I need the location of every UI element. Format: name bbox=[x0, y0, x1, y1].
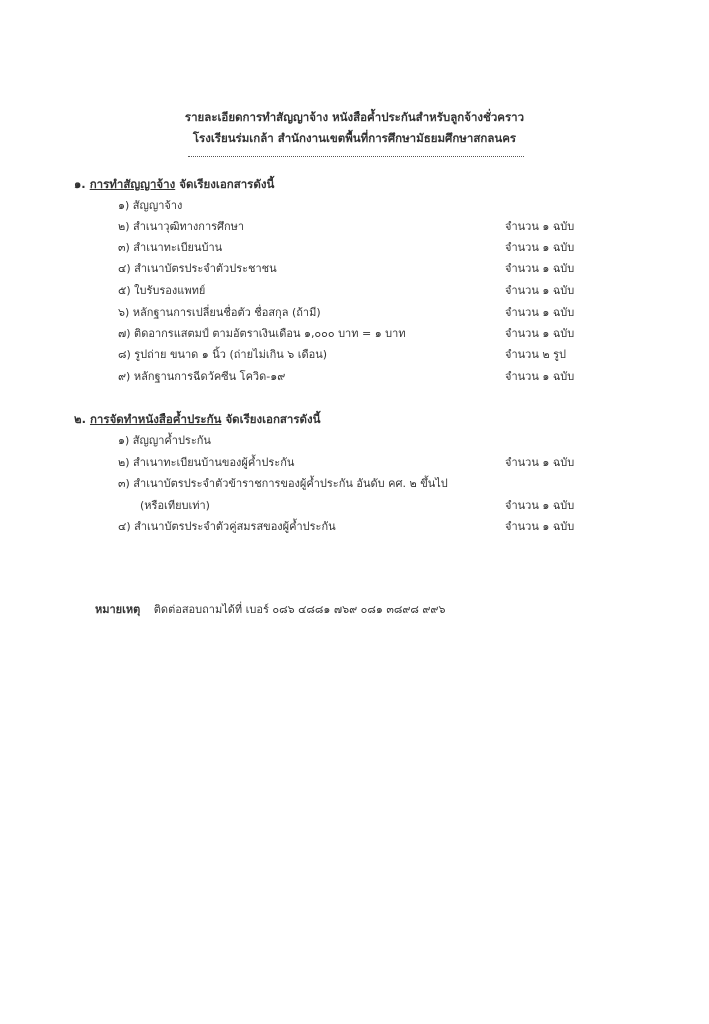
section-1-item bbox=[118, 217, 588, 233]
item-text: ๓) สำเนาบัตรประจำตัวข้าราชการของผู้ค้ำประกัน อันดับ คศ. ๒ ขึ้นไป bbox=[118, 477, 448, 490]
section-1-item bbox=[118, 303, 588, 319]
item-qty: จำนวน ๑ ฉบับ bbox=[505, 262, 575, 275]
item-qty: จำนวน ๑ ฉบับ bbox=[505, 284, 575, 297]
section-2-title: การจัดทำหนังสือค้ำประกัน bbox=[89, 412, 222, 426]
section-1-suffix: จัดเรียงเอกสารดังนี้ bbox=[179, 177, 275, 191]
item-text: ๓) สำเนาทะเบียนบ้าน bbox=[118, 241, 223, 254]
item-qty: จำนวน ๑ ฉบับ bbox=[505, 499, 575, 512]
section-1-item bbox=[118, 238, 588, 254]
item-text: ๗) ติดอากรแสตมป์ ตามอัตราเงินเดือน ๑,๐๐๐ บาท = ๑ บาท bbox=[118, 327, 406, 340]
section-2-heading bbox=[74, 411, 321, 429]
item-qty: จำนวน ๑ ฉบับ bbox=[505, 370, 575, 383]
section-2-number: ๒. bbox=[74, 412, 86, 426]
section-1-item bbox=[118, 196, 588, 212]
item-qty: จำนวน ๒ รูป bbox=[505, 348, 566, 361]
item-text: ๕) ใบรับรองแพทย์ bbox=[118, 284, 206, 297]
item-qty: จำนวน ๑ ฉบับ bbox=[505, 456, 575, 469]
footnote bbox=[95, 600, 445, 618]
section-1-item bbox=[118, 367, 588, 383]
section-1-item bbox=[118, 281, 588, 297]
footnote-label: หมายเหตุ bbox=[95, 603, 141, 616]
item-qty: จำนวน ๑ ฉบับ bbox=[505, 220, 575, 233]
section-2-item bbox=[118, 517, 588, 533]
section-2-item bbox=[118, 431, 588, 447]
section-1-item bbox=[118, 324, 588, 340]
item-qty: จำนวน ๑ ฉบับ bbox=[505, 520, 575, 533]
item-text: (หรือเทียบเท่า) bbox=[140, 499, 210, 512]
item-text: ๒) สำเนาวุฒิทางการศึกษา bbox=[118, 220, 245, 233]
document-subtitle: โรงเรียนร่มเกล้า สำนักงานเขตพื้นที่การศึกษามัธยมศึกษาสกลนคร bbox=[192, 131, 517, 145]
item-qty: จำนวน ๑ ฉบับ bbox=[505, 306, 575, 319]
section-1-item bbox=[118, 345, 588, 361]
item-qty: จำนวน ๑ ฉบับ bbox=[505, 327, 575, 340]
item-text: ๒) สำเนาทะเบียนบ้านของผู้ค้ำประกัน bbox=[118, 456, 295, 469]
item-text: ๔) สำเนาบัตรประจำตัวประชาชน bbox=[118, 262, 277, 275]
item-text: ๖) หลักฐานการเปลี่ยนชื่อตัว ชื่อสกุล (ถ้ามี) bbox=[118, 306, 321, 319]
item-text: ๘) รูปถ่าย ขนาด ๑ นิ้ว (ถ่ายไม่เกิน ๖ เดือน) bbox=[118, 348, 328, 361]
item-text: ๑) สัญญาค้ำประกัน bbox=[118, 434, 211, 447]
section-2-suffix: จัดเรียงเอกสารดังนี้ bbox=[225, 412, 321, 426]
item-qty: จำนวน ๑ ฉบับ bbox=[505, 241, 575, 254]
section-1-title: การทำสัญญาจ้าง bbox=[89, 177, 176, 191]
item-text: ๙) หลักฐานการฉีดวัคซีน โควิด-๑๙ bbox=[118, 370, 286, 383]
dotted-divider bbox=[188, 156, 524, 157]
section-2-item bbox=[118, 474, 588, 490]
section-1-heading bbox=[74, 176, 274, 194]
footnote-text: ติดต่อสอบถามได้ที่ เบอร์ ๐๘๖ ๔๘๘๑ ๗๖๙ ๐๘๑ ๓๘๙๘ ๙๙๖ bbox=[153, 603, 446, 616]
section-2-item bbox=[118, 453, 588, 469]
section-1-item bbox=[118, 259, 588, 275]
section-1-number: ๑. bbox=[74, 177, 86, 191]
section-2-item-continuation bbox=[118, 496, 588, 512]
document-title: รายละเอียดการทำสัญญาจ้าง หนังสือค้ำประกันสำหรับลูกจ้างชั่วคราว bbox=[184, 110, 525, 124]
item-text: ๑) สัญญาจ้าง bbox=[118, 199, 183, 212]
item-text: ๔) สำเนาบัตรประจำตัวคู่สมรสของผู้ค้ำประกัน bbox=[118, 520, 336, 533]
